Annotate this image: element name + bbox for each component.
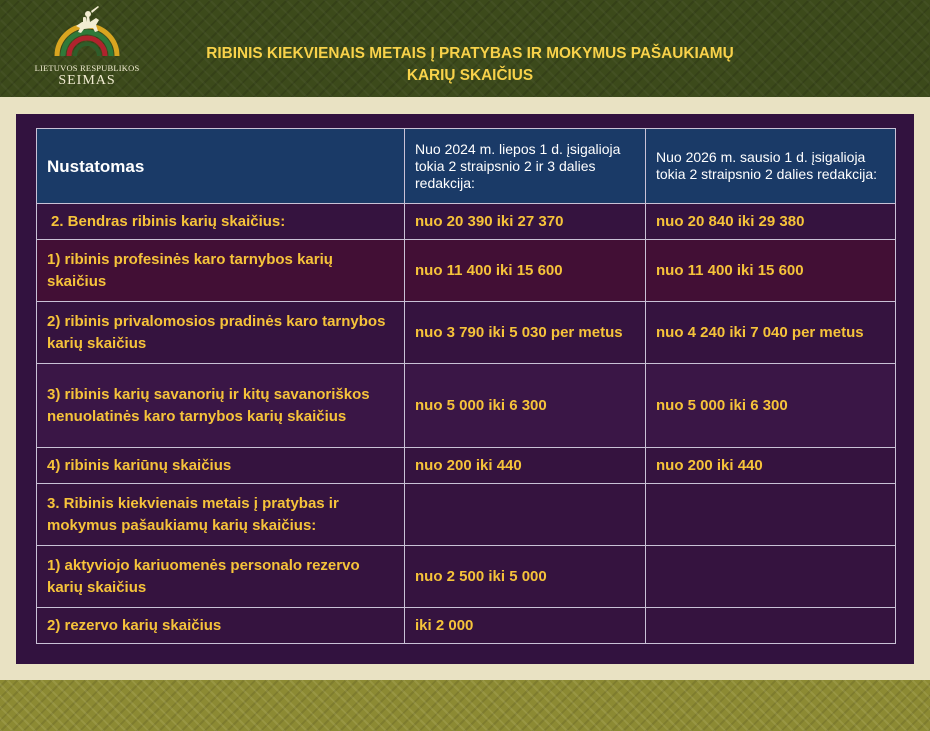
table-row [37,484,896,546]
row-value-2026 [646,484,896,546]
table-row [37,448,896,484]
vytis-coat-of-arms-icon [52,4,122,62]
header-cell-2024: Nuo 2024 m. liepos 1 d. įsigalioja tokia 2 straipsnio 2 ir 3 dalies redakcija: [405,129,646,204]
row-value-2024 [405,484,646,546]
row-value-2026: nuo 20 840 iki 29 380 [646,204,896,240]
row-value-2026: nuo 4 240 iki 7 040 per metus [646,302,896,364]
table-row [37,546,896,608]
page-title [172,43,767,87]
bottom-band [0,680,930,731]
table-row [37,364,896,448]
table-header-row [37,129,896,204]
table-row [37,302,896,364]
row-value-2026: nuo 5 000 iki 6 300 [646,364,896,448]
title-line1: RIBINIS KIEKVIENAIS METAIS Į PRATYBAS IR MOKYMUS PAŠAUKIAMŲ [206,45,734,62]
row-label: 1) ribinis profesinės karo tarnybos karių skaičius [37,240,405,302]
table-row [37,240,896,302]
row-value-2024: nuo 200 iki 440 [405,448,646,484]
row-label: 4) ribinis kariūnų skaičius [37,448,405,484]
row-label: 2. Bendras ribinis karių skaičius: [37,204,405,240]
row-value-2024: nuo 5 000 iki 6 300 [405,364,646,448]
header-cell-2026: Nuo 2026 m. sausio 1 d. įsigalioja tokia 2 straipsnio 2 dalies redakcija: [646,129,896,204]
row-value-2024: nuo 2 500 iki 5 000 [405,546,646,608]
row-label: 3. Ribinis kiekvienais metais į pratybas ir mokymus pašaukiamų karių skaičius: [37,484,405,546]
row-label: 2) rezervo karių skaičius [37,608,405,644]
row-value-2026 [646,546,896,608]
row-value-2024: nuo 11 400 iki 15 600 [405,240,646,302]
top-banner [0,0,930,97]
row-value-2026: nuo 11 400 iki 15 600 [646,240,896,302]
table-row [37,204,896,240]
row-label: 2) ribinis privalomosios pradinės karo tarnybos karių skaičius [37,302,405,364]
table-row [37,608,896,644]
row-value-2024: nuo 20 390 iki 27 370 [405,204,646,240]
row-value-2024: nuo 3 790 iki 5 030 per metus [405,302,646,364]
header-cell-nustatomas: Nustatomas [37,129,405,204]
row-label: 3) ribinis karių savanorių ir kitų savanoriškos nenuolatinės karo tarnybos karių skaičius [37,364,405,448]
seimas-logo [26,4,148,92]
row-value-2026 [646,608,896,644]
title-line2: KARIŲ SKAIČIUS [406,67,534,84]
row-label: 1) aktyviojo kariuomenės personalo rezervo karių skaičius [37,546,405,608]
row-value-2026: nuo 200 iki 440 [646,448,896,484]
logo-line1: LIETUVOS RESPUBLIKOS [34,63,140,73]
row-value-2024: iki 2 000 [405,608,646,644]
recruits-table [36,128,896,644]
logo-line2: SEIMAS [58,73,116,88]
